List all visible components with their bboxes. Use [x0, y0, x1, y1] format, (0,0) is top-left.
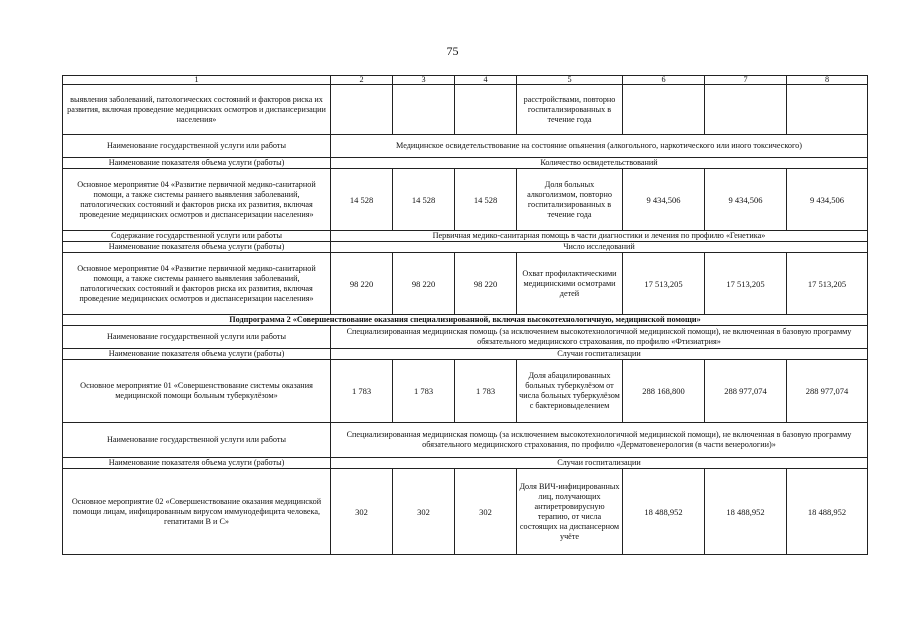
value-cell: 98 220	[393, 253, 455, 315]
value-cell: 302	[455, 469, 517, 555]
indicator-label: Наименование показателя объема услуги (работы)	[63, 458, 331, 469]
table-row	[63, 326, 868, 349]
measure-cell: Основное мероприятие 01 «Совершенствование системы оказания медицинской помощи больным туберкулёзом»	[63, 360, 331, 423]
col-header: 3	[393, 76, 455, 85]
value-cell: 14 528	[331, 169, 393, 231]
col-header: 5	[517, 76, 623, 85]
service-value: Специализированная медицинская помощь (за исключением высокотехнологичной медицинской помощи), не включенная в базовую программу обязательного медицинского страхования, по профилю «Дерматовенерология (в части венерологии)»	[331, 423, 868, 458]
measure-cell: Основное мероприятие 02 «Совершенствование оказания медицинской помощи лицам, инфицированным вирусом иммунодефицита человека, гепатитами В и С»	[63, 469, 331, 555]
indicator-cell: Доля ВИЧ-инфицированных лиц, получающих антиретровирусную терапию, от числа состоящих на диспансерном учёте	[517, 469, 623, 555]
col-header: 1	[63, 76, 331, 85]
service-value: Специализированная медицинская помощь (за исключением высокотехнологичной медицинской помощи), не включенная в базовую программу обязательного медицинского страхования, по профилю «Фтизиатрия»	[331, 326, 868, 349]
value-cell: 17 513,205	[787, 253, 868, 315]
table-row	[63, 349, 868, 360]
table-row	[63, 169, 868, 231]
table-row	[63, 85, 868, 135]
col-header: 7	[705, 76, 787, 85]
value-cell: 302	[393, 469, 455, 555]
indicator-label: Наименование показателя объема услуги (работы)	[63, 349, 331, 360]
indicator-value: Случаи госпитализации	[331, 349, 868, 360]
value-cell: 288 977,074	[705, 360, 787, 423]
budget-table	[62, 75, 868, 555]
content-label: Содержание государственной услуги или работы	[63, 231, 331, 242]
measure-cell: Основное мероприятие 04 «Развитие первичной медико-санитарной помощи, а также системы раннего выявления заболеваний, патологических состояний и факторов риска их развития, включая проведение медицинских осмотров и диспансеризации населения»	[63, 253, 331, 315]
service-label: Наименование государственной услуги или работы	[63, 423, 331, 458]
table-row	[63, 423, 868, 458]
indicator-cell: расстройствами, повторно госпитализированных в течение года	[517, 85, 623, 135]
measure-cell: выявления заболеваний, патологических состояний и факторов риска их развития, включая проведение медицинских осмотров и диспансеризации населения»	[63, 85, 331, 135]
table-row	[63, 158, 868, 169]
value-cell: 1 783	[393, 360, 455, 423]
indicator-label: Наименование показателя объема услуги (работы)	[63, 242, 331, 253]
col-header: 8	[787, 76, 868, 85]
subprogram-title: Подпрограмма 2 «Совершенствование оказания специализированной, включая высокотехнологичную, медицинской помощи»	[63, 315, 868, 326]
value-cell: 1 783	[455, 360, 517, 423]
value-cell: 17 513,205	[623, 253, 705, 315]
table-row	[63, 135, 868, 158]
indicator-value: Случаи госпитализации	[331, 458, 868, 469]
col-header: 6	[623, 76, 705, 85]
service-value: Медицинское освидетельствование на состояние опьянения (алкогольного, наркотического или иного токсического)	[331, 135, 868, 158]
table-row	[63, 360, 868, 423]
indicator-cell: Доля абацилированных больных туберкулёзом от числа больных туберкулёзом с бактериовыделением	[517, 360, 623, 423]
indicator-cell: Охват профилактическими медицинскими осмотрами детей	[517, 253, 623, 315]
measure-cell: Основное мероприятие 04 «Развитие первичной медико-санитарной помощи, а также системы раннего выявления заболеваний, патологических состояний и факторов риска их развития, включая проведение медицинских осмотров и диспансеризации населения»	[63, 169, 331, 231]
value-cell: 17 513,205	[705, 253, 787, 315]
value-cell: 14 528	[393, 169, 455, 231]
value-cell: 302	[331, 469, 393, 555]
col-header: 2	[331, 76, 393, 85]
col-header: 4	[455, 76, 517, 85]
indicator-label: Наименование показателя объема услуги (работы)	[63, 158, 331, 169]
value-cell: 14 528	[455, 169, 517, 231]
table-row	[63, 253, 868, 315]
value-cell: 18 488,952	[623, 469, 705, 555]
value-cell: 1 783	[331, 360, 393, 423]
service-label: Наименование государственной услуги или работы	[63, 135, 331, 158]
value-cell: 9 434,506	[705, 169, 787, 231]
content-value: Первичная медико-санитарная помощь в части диагностики и лечения по профилю «Генетика»	[331, 231, 868, 242]
value-cell: 288 977,074	[787, 360, 868, 423]
table-row	[63, 231, 868, 242]
value-cell: 288 168,800	[623, 360, 705, 423]
indicator-cell: Доля больных алкоголизмом, повторно госпитализированных в течение года	[517, 169, 623, 231]
indicator-value: Число исследований	[331, 242, 868, 253]
value-cell: 18 488,952	[705, 469, 787, 555]
table-row	[63, 242, 868, 253]
value-cell: 9 434,506	[787, 169, 868, 231]
service-label: Наименование государственной услуги или работы	[63, 326, 331, 349]
table-row	[63, 469, 868, 555]
page-number: 75	[446, 44, 459, 58]
indicator-value: Количество освидетельствований	[331, 158, 868, 169]
table-row	[63, 458, 868, 469]
value-cell: 98 220	[455, 253, 517, 315]
value-cell: 18 488,952	[787, 469, 868, 555]
value-cell: 98 220	[331, 253, 393, 315]
table-row	[63, 315, 868, 326]
header-row	[63, 76, 868, 85]
value-cell: 9 434,506	[623, 169, 705, 231]
